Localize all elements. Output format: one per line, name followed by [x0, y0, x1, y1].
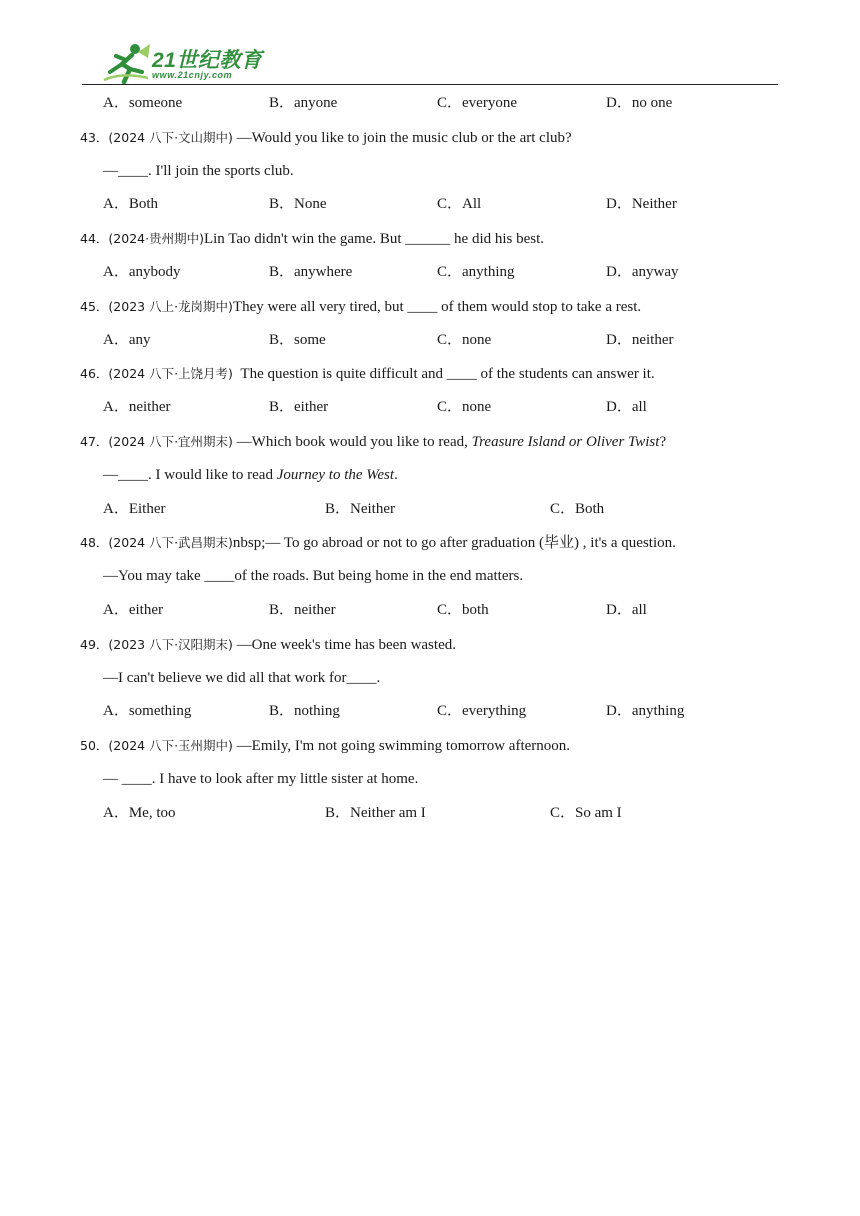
- answer-text-end: .: [394, 466, 398, 483]
- option-b: B．Neither am I: [325, 804, 426, 821]
- question-line: —____. I'll join the sports club.: [103, 162, 294, 179]
- option-b: B．neither: [269, 601, 336, 618]
- option-a: A．Me, too: [103, 804, 176, 821]
- option-b: B．Neither: [325, 500, 395, 517]
- question-number: 46．: [80, 366, 109, 382]
- option-a: A．anybody: [103, 263, 181, 280]
- question-text: —Would you like to join the music club or the art club?: [232, 129, 572, 146]
- question-line: —I can't believe we did all that work for____.: [103, 669, 381, 686]
- question-text: nbsp;— To go abroad or not to go after graduation (毕业) , it's a question.: [232, 535, 676, 552]
- question-number: 43．: [80, 129, 109, 145]
- option-b: B．anywhere: [269, 263, 353, 280]
- question-list: [80, 87, 780, 831]
- question-source: (2024 八下·文山期中): [108, 129, 233, 145]
- question-number: 48．: [80, 535, 109, 551]
- question-number: 50．: [80, 738, 109, 754]
- option-c: C．none: [437, 399, 492, 416]
- question-line: [80, 459, 780, 493]
- option-row: [80, 695, 780, 729]
- option-d: D．all: [606, 399, 647, 416]
- question-stem: [80, 729, 780, 763]
- question-line: —You may take ____of the roads. But being home in the end matters.: [103, 568, 524, 585]
- option-a: A．neither: [103, 399, 171, 416]
- option-d: D．anything: [606, 703, 685, 720]
- page-header: [82, 40, 778, 86]
- option-c: C．So am I: [550, 804, 622, 821]
- book-titles: Treasure Island or Oliver Twist: [471, 433, 660, 450]
- option-b: B．None: [269, 196, 327, 213]
- question-stem: [80, 222, 780, 256]
- option-a: A．Either: [103, 500, 166, 517]
- logo: [102, 42, 272, 86]
- question-number: 47．: [80, 433, 109, 449]
- question-text-end: ?: [659, 433, 667, 450]
- option-a: A．Both: [103, 196, 159, 213]
- option-c: C．All: [437, 196, 482, 213]
- question-source: (2024 八下·宜州期末): [108, 433, 233, 449]
- question-text: —One week's time has been wasted.: [232, 636, 456, 653]
- question-stem: [80, 425, 780, 459]
- question-stem: [80, 526, 780, 560]
- question-stem: [80, 357, 780, 391]
- option-d: D．all: [606, 601, 647, 618]
- option-c: C．both: [437, 601, 489, 618]
- option-row: [80, 493, 780, 527]
- option-d: D．anyway: [606, 263, 679, 280]
- header-divider: [82, 84, 778, 85]
- question-number: 49．: [80, 636, 109, 652]
- option-b: B．some: [269, 331, 326, 348]
- option-b: B．either: [269, 399, 329, 416]
- option-b: B．anyone: [269, 95, 338, 111]
- option-c: C．everything: [437, 703, 527, 720]
- logo-url: www.21cnjy.com: [152, 70, 233, 80]
- option-c: C．anything: [437, 263, 515, 280]
- question-source: (2024 八下·上饶月考): [108, 366, 233, 382]
- option-a: A．any: [103, 331, 151, 348]
- option-row: [80, 324, 780, 358]
- question-number: 45．: [80, 298, 109, 314]
- option-a: A．someone: [103, 95, 183, 111]
- question-text: They were all very tired, but ____ of them would stop to take a rest.: [232, 298, 642, 315]
- option-row: [80, 391, 780, 425]
- question-source: (2023 八下·汉阳期末): [108, 636, 233, 652]
- option-row: [80, 87, 780, 121]
- question-text: The question is quite difficult and ____ of the students can answer it.: [232, 366, 655, 383]
- question-source: (2023 八上·龙岗期中): [108, 298, 233, 314]
- question-line: — ____. I have to look after my little sister at home.: [103, 770, 419, 787]
- runner-logo-icon: [102, 42, 152, 86]
- book-title: Journey to the West: [276, 466, 395, 483]
- question-source: (2024 八下·玉州期中): [108, 738, 233, 754]
- option-d: D．no one: [606, 95, 673, 111]
- option-c: C．everyone: [437, 95, 517, 111]
- question-stem: [80, 290, 780, 324]
- question-number: 44．: [80, 231, 109, 247]
- answer-text: —____. I would like to read: [103, 466, 277, 483]
- option-row: [80, 188, 780, 222]
- option-row: [80, 797, 780, 831]
- option-d: D．Neither: [606, 196, 677, 213]
- option-row: [80, 256, 780, 290]
- option-a: A．either: [103, 601, 163, 618]
- option-a: A．something: [103, 703, 192, 720]
- option-b: B．nothing: [269, 703, 340, 720]
- option-c: C．none: [437, 331, 492, 348]
- question-text: Lin Tao didn't win the game. But ______ he did his best.: [203, 231, 545, 248]
- question-text: —Emily, I'm not going swimming tomorrow afternoon.: [232, 738, 571, 755]
- logo-text: 21世纪教育: [152, 49, 263, 72]
- question-stem: [80, 121, 780, 155]
- question-source: (2024 八下·武昌期末): [108, 535, 233, 551]
- option-d: D．neither: [606, 331, 674, 348]
- question-stem: [80, 628, 780, 662]
- option-row: [80, 594, 780, 628]
- question-source: (2024·贵州期中): [108, 231, 204, 247]
- question-text: —Which book would you like to read,: [232, 433, 472, 450]
- option-c: C．Both: [550, 500, 605, 517]
